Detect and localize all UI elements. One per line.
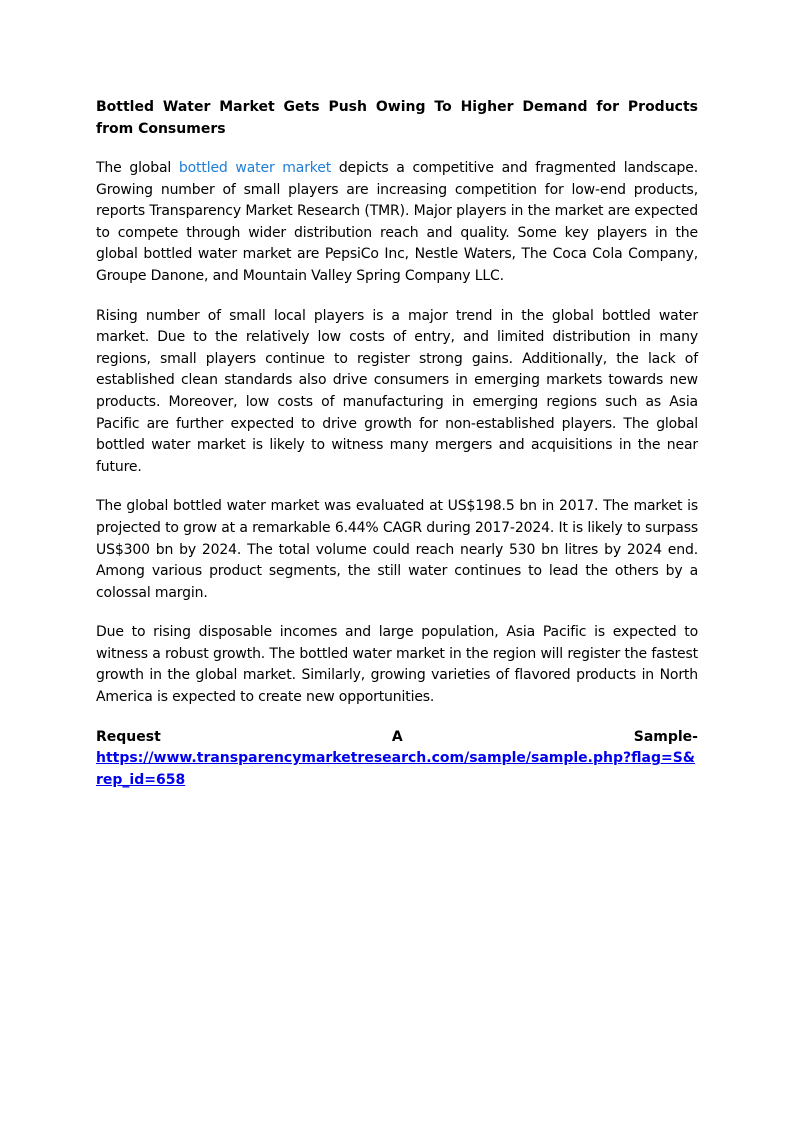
paragraph-trends: Rising number of small local players is a major trend in the global bottled water market. Due to the relatively low costs of entry, and limited distribution in many regions, small players continue to register strong gains. Additionally, the lack of established clean standards also drive consumers in emerging markets towards new products. Moreover, low costs of manufacturing in emerging regions such as Asia Pacific are further expected to drive growth for non-established players. The global bottled water market is likely to witness many mergers and acquisitions in the near future.: [96, 307, 698, 475]
paragraph-intro: [96, 158, 698, 288]
a-word: A: [391, 728, 403, 745]
paragraph-intro-rest: depicts a competitive and fragmented landscape. Growing number of small players are increasing competition for low-end products, reports Transparency Market Research (TMR). Major players in the market are expected to compete through wider distribution reach and quality. Some key players in the global bottled water market are PepsiCo Inc, Nestle Waters, The Coca Cola Company, Groupe Danone, and Mountain Valley Spring Company LLC.: [96, 160, 698, 284]
request-sample-label: [96, 727, 698, 749]
sample-word: Sample-: [633, 728, 698, 745]
document-title: Bottled Water Market Gets Push Owing To Higher Demand for Products from Consumers: [96, 99, 698, 137]
bottled-water-market-link[interactable]: bottled water market: [178, 160, 332, 176]
document-page: [96, 96, 698, 791]
paragraph-regional: Due to rising disposable incomes and large population, Asia Pacific is expected to witness a robust growth. The bottled water market in the region will register the fastest growth in the global market. Similarly, growing varieties of flavored products in North America is expected to create new opportunities.: [96, 624, 698, 706]
paragraph-market-size: The global bottled water market was evaluated at US$198.5 bn in 2017. The market is projected to grow at a remarkable 6.44% CAGR during 2017-2024. It is likely to surpass US$300 bn by 2024. The total volume could reach nearly 530 bn litres by 2024 end. Among various product segments, the still water continues to lead the others by a colossal margin.: [96, 498, 698, 601]
request-word: Request: [96, 728, 161, 745]
sample-request-link[interactable]: https://www.transparencymarketresearch.com/sample/sample.php?flag=S&rep_id=658: [96, 750, 695, 788]
paragraph-intro-lead: The global: [96, 160, 179, 176]
